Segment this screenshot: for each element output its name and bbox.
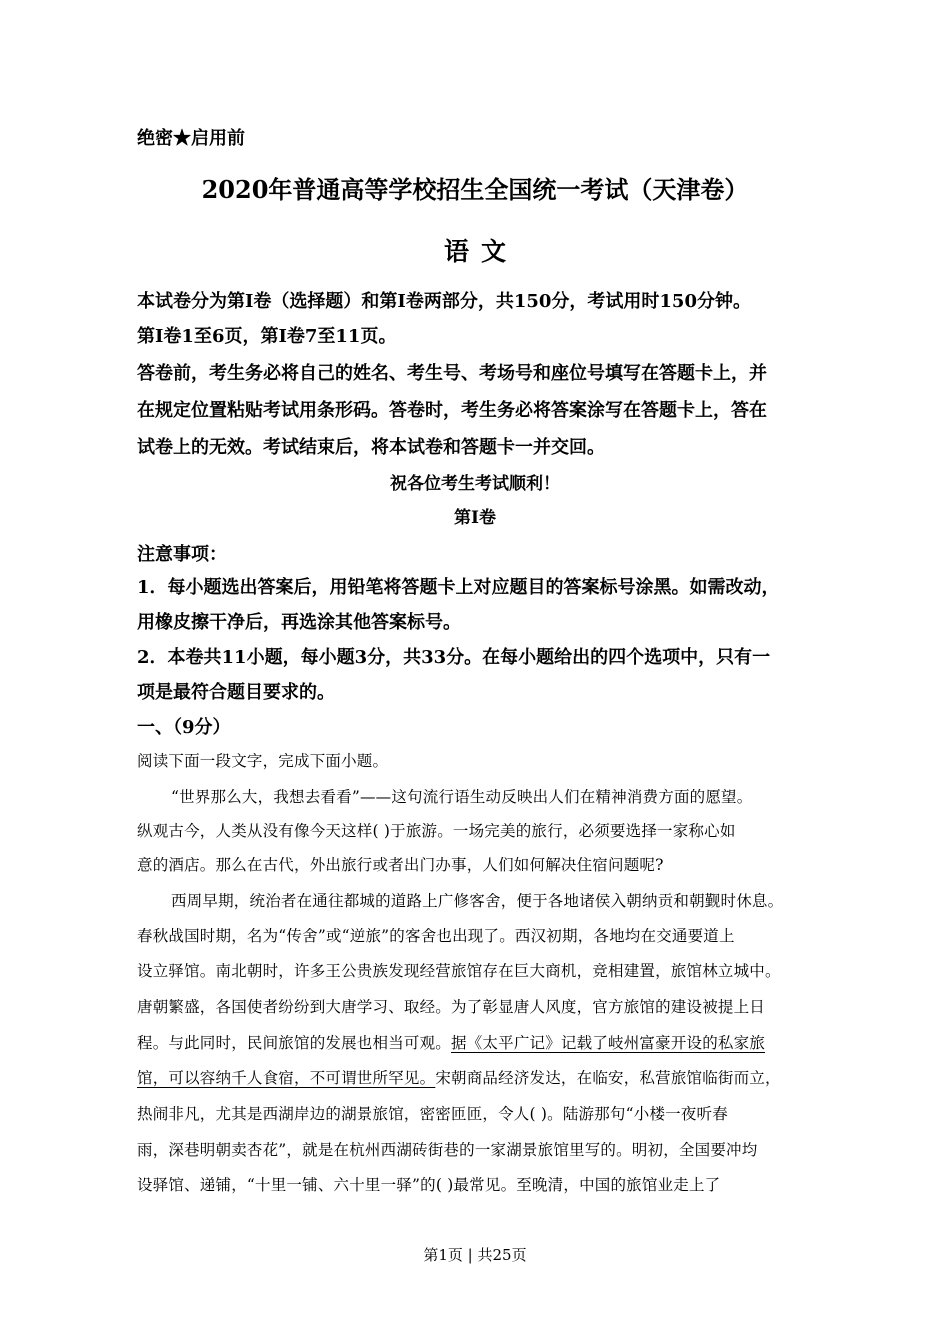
notes-line: 1．每小题选出答案后，用铅笔将答题卡上对应题目的答案标号涂黑。如需改动， — [137, 577, 780, 598]
passage-line: 唐朝繁盛，各国使者纷纷到大唐学习、取经。为了彰显唐人风度，官方旅馆的建设被提上日 — [137, 998, 766, 1016]
passage-line: 春秋战国时期，名为“传舍”或“逆旅”的客舍也出现了。西汉初期，各地均在交通要道上 — [137, 927, 735, 945]
wish-text: 祝各位考生考试顺利！ — [390, 474, 560, 494]
passage-text: 程。与此同时，民间旅馆的发展也相当可观。 — [137, 1034, 452, 1052]
passage-line: 雨，深巷明朝卖杏花”，就是在杭州西湖砖街巷的一家湖景旅馆里写的。明初，全国要冲均 — [137, 1141, 758, 1159]
notes-heading: 注意事项： — [137, 544, 227, 565]
section-heading: 一、（9分） — [137, 717, 231, 738]
intro-line: 答卷前，考生务必将自己的姓名、考生号、考场号和座位号填写在答题卡上，并 — [137, 363, 767, 384]
underlined-sentence: 馆，可以容纳千人食宿，不可谓世所罕见。 — [137, 1069, 436, 1087]
part-title: 第Ⅰ卷 — [454, 508, 496, 528]
passage-line: 设驿馆、递铺，“十里一铺、六十里一驿”的( )最常见。至晚清，中国的旅馆业走上了 — [137, 1176, 721, 1194]
page-footer: 第1页 | 共25页 — [423, 1246, 527, 1264]
intro-line: 试卷上的无效。考试结束后，将本试卷和答题卡一并交回。 — [137, 437, 605, 458]
intro-line: 本试卷分为第Ⅰ卷（选择题）和第Ⅰ卷两部分，共150分，考试用时150分钟。 — [137, 291, 751, 312]
section-instruction: 阅读下面一段文字，完成下面小题。 — [137, 752, 389, 770]
intro-line: 在规定位置粘贴考试用条形码。答卷时，考生务必将答案涂写在答题卡上，答在 — [137, 400, 767, 421]
notes-line: 2．本卷共11小题，每小题3分，共33分。在每小题给出的四个选项中，只有一 — [137, 647, 771, 668]
exam-title: 2020年普通高等学校招生全国统一考试（天津卷） — [201, 175, 749, 204]
notes-line: 项是最符合题目要求的。 — [137, 682, 335, 703]
passage-line: 西周早期，统治者在通往都城的道路上广修客舍，便于各地诸侯入朝纳贡和朝觐时休息。 — [171, 892, 784, 910]
intro-line: 第Ⅰ卷1至6页，第Ⅰ卷7至11页。 — [137, 326, 397, 347]
notes-line: 用橡皮擦干净后，再选涂其他答案标号。 — [137, 612, 461, 633]
passage-line: “世界那么大，我想去看看”——这句流行语生动反映出人们在精神消费方面的愿望。 — [171, 788, 753, 806]
passage-line — [137, 1031, 765, 1053]
underlined-sentence: 据《太平广记》记载了岐州富豪开设的私家旅 — [451, 1034, 766, 1052]
passage-text: 宋朝商品经济发达，在临安，私营旅馆临街而立， — [435, 1069, 781, 1087]
passage-line: 纵观古今，人类从没有像今天这样( )于旅游。一场完美的旅行，必须要选择一家称心如 — [137, 822, 736, 840]
passage-line — [137, 1066, 781, 1088]
passage-line: 意的酒店。那么在古代，外出旅行或者出门办事，人们如何解决住宿问题呢? — [137, 856, 664, 874]
secret-mark: 绝密★启用前 — [137, 128, 245, 149]
passage-line: 热闹非凡，尤其是西湖岸边的湖景旅馆，密密匝匝，令人( )。陆游那句“小楼一夜听春 — [137, 1105, 728, 1123]
subject-title: 语文 — [443, 237, 518, 266]
passage-line: 设立驿馆。南北朝时，许多王公贵族发现经营旅馆存在巨大商机，竞相建置，旅馆林立城中。 — [137, 962, 781, 980]
